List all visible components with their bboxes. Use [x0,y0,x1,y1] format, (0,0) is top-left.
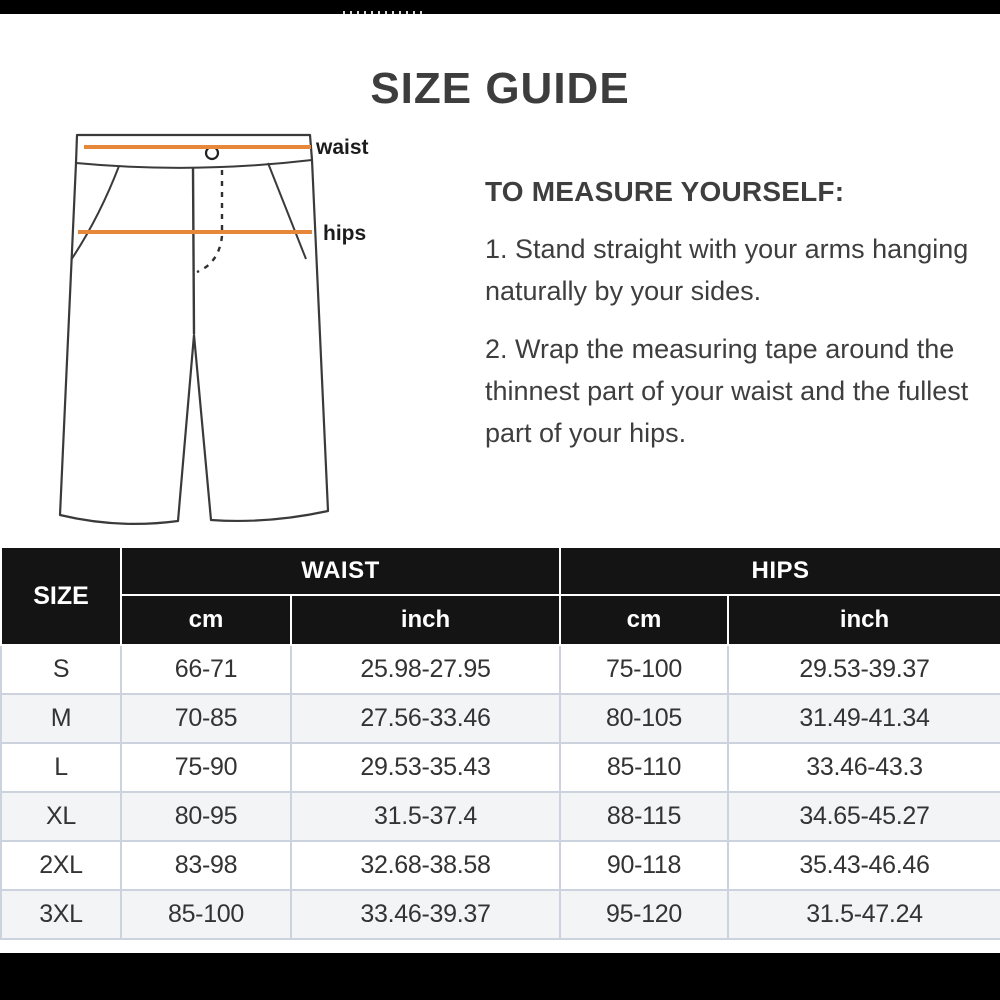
table-row [1,743,1000,792]
hips-inch-header: inch [728,595,1000,645]
size-cell: M [1,694,121,743]
table-header-row-units [1,595,1000,645]
waist-inch-cell: 27.56-33.46 [291,694,560,743]
hips-column-header: HIPS [560,547,1000,595]
waist-cm-cell: 85-100 [121,890,291,939]
waist-inch-cell: 32.68-38.58 [291,841,560,890]
hips-label: hips [323,222,367,245]
waist-cm-cell: 83-98 [121,841,291,890]
table-header-row-groups [1,547,1000,595]
hips-cm-cell: 80-105 [560,694,728,743]
top-banner [0,0,1000,14]
size-cell: 3XL [1,890,121,939]
waist-inch-cell: 29.53-35.43 [291,743,560,792]
size-cell: L [1,743,121,792]
hips-inch-cell: 31.49-41.34 [728,694,1000,743]
waist-inch-cell: 25.98-27.95 [291,645,560,694]
waist-inch-cell: 33.46-39.37 [291,890,560,939]
table-row [1,890,1000,939]
measure-instructions [485,176,977,470]
waist-cm-cell: 70-85 [121,694,291,743]
hips-cm-cell: 75-100 [560,645,728,694]
waist-column-header: WAIST [121,547,560,595]
table-row [1,841,1000,890]
hips-inch-cell: 33.46-43.3 [728,743,1000,792]
waist-cm-header: cm [121,595,291,645]
hips-cm-cell: 95-120 [560,890,728,939]
size-cell: S [1,645,121,694]
center-seam [193,168,194,334]
instruction-step-2: 2. Wrap the measuring tape around the thinnest part of your waist and the fullest part of your hips. [485,334,969,448]
table-row [1,645,1000,694]
fly-dashed-line [197,170,222,272]
waist-cm-cell: 66-71 [121,645,291,694]
table-row [1,694,1000,743]
hips-cm-cell: 88-115 [560,792,728,841]
size-cell: 2XL [1,841,121,890]
size-cell: XL [1,792,121,841]
waist-label: waist [316,136,369,159]
size-chart-table [0,546,1000,940]
instruction-step-1: 1. Stand straight with your arms hanging naturally by your sides. [485,234,969,306]
hips-inch-cell: 35.43-46.46 [728,841,1000,890]
waist-inch-cell: 31.5-37.4 [291,792,560,841]
instructions-heading: TO MEASURE YOURSELF: [485,176,845,207]
table-row [1,792,1000,841]
size-column-header: SIZE [1,547,121,645]
hips-inch-cell: 34.65-45.27 [728,792,1000,841]
waistband-seam [76,160,312,168]
page-title: SIZE GUIDE [370,64,630,114]
waist-inch-header: inch [291,595,560,645]
pants-diagram [0,120,460,540]
hips-inch-cell: 31.5-47.24 [728,890,1000,939]
waist-cm-cell: 75-90 [121,743,291,792]
banner-text-artifact [343,11,427,14]
left-pocket-line [71,166,119,260]
bottom-banner [0,953,1000,1000]
waist-cm-cell: 80-95 [121,792,291,841]
hips-cm-cell: 90-118 [560,841,728,890]
hips-inch-cell: 29.53-39.37 [728,645,1000,694]
hips-cm-cell: 85-110 [560,743,728,792]
hips-cm-header: cm [560,595,728,645]
right-pocket-line [268,163,306,259]
